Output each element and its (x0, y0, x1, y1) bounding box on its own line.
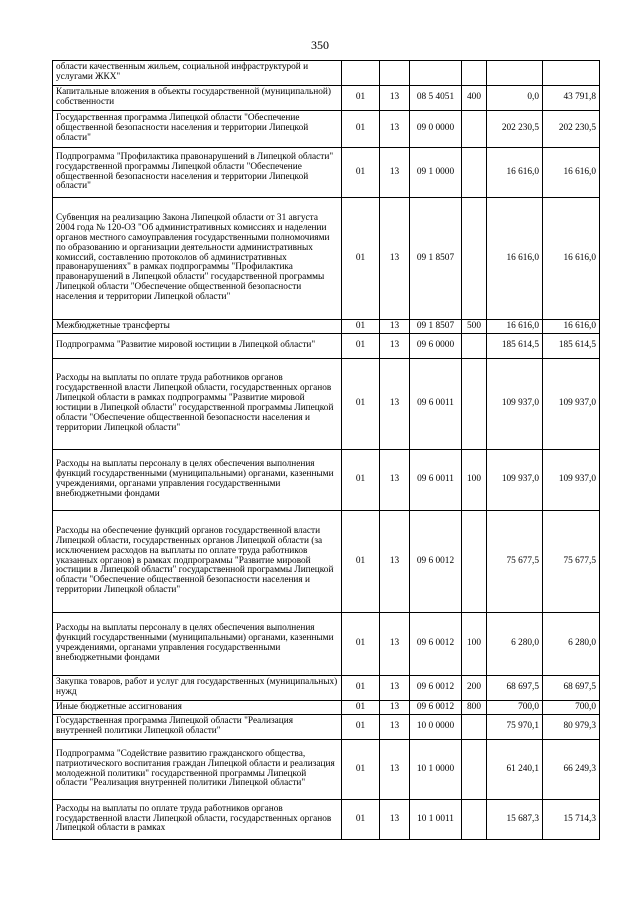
row-value-2015: 75 970,1 (487, 715, 543, 740)
row-value-2016: 6 280,0 (543, 613, 600, 676)
row-name: области качественным жильем, социальной инфраструктурой и услугами ЖКХ" (53, 61, 342, 86)
row-section: 01 (342, 511, 380, 613)
row-value-2016: 75 677,5 (543, 511, 600, 613)
row-name: Подпрограмма "Профилактика правонарушений в Липецкой области" государственной программы Липецкой области "Обеспечение общественной безопасности населения и территории Липецкой области" (53, 148, 342, 198)
row-subsection: 13 (380, 715, 410, 740)
row-value-2015: 700,0 (487, 701, 543, 715)
row-section: 01 (342, 450, 380, 511)
row-value-2016: 700,0 (543, 701, 600, 715)
row-section: 01 (342, 740, 380, 800)
table-row (53, 320, 600, 334)
row-name: Расходы на обеспечение функций органов государственной власти Липецкой области, государственных органов Липецкой области (за исключением расходов на выплаты по оплате труда работников указанных органов) в рамках подпрограммы "Развитие мировой юстиции в Липецкой области" государственной программы Липецкой области "Обеспечение общественной безопасности населения и территории Липецкой области" (53, 511, 342, 613)
row-subsection: 13 (380, 511, 410, 613)
row-subsection: 13 (380, 198, 410, 320)
row-name: Подпрограмма "Развитие мировой юстиции в Липецкой области" (53, 334, 342, 359)
row-article: 09 1 8507 (410, 320, 462, 334)
row-value-2015: 16 616,0 (487, 198, 543, 320)
table-row (53, 61, 600, 86)
row-expense-type (462, 359, 487, 450)
table-row (53, 86, 600, 111)
row-section: 01 (342, 800, 380, 840)
row-section: 01 (342, 715, 380, 740)
row-expense-type (462, 800, 487, 840)
row-section (342, 61, 380, 86)
table-row (53, 800, 600, 840)
table-row (53, 676, 600, 701)
row-subsection: 13 (380, 800, 410, 840)
row-value-2016: 80 979,3 (543, 715, 600, 740)
row-value-2015: 16 616,0 (487, 148, 543, 198)
row-subsection: 13 (380, 676, 410, 701)
row-subsection: 13 (380, 320, 410, 334)
row-article: 09 6 0012 (410, 613, 462, 676)
row-subsection: 13 (380, 450, 410, 511)
row-expense-type: 200 (462, 676, 487, 701)
row-value-2015: 15 687,3 (487, 800, 543, 840)
row-value-2016: 43 791,8 (543, 86, 600, 111)
row-article: 09 1 8507 (410, 198, 462, 320)
table-row (53, 511, 600, 613)
row-value-2016: 109 937,0 (543, 450, 600, 511)
row-name: Расходы на выплаты по оплате труда работников органов государственной власти Липецкой области, государственных органов Липецкой области в рамках (53, 800, 342, 840)
row-name: Закупка товаров, работ и услуг для государственных (муниципальных) нужд (53, 676, 342, 701)
row-subsection: 13 (380, 111, 410, 148)
budget-table-body (53, 61, 600, 840)
row-section: 01 (342, 359, 380, 450)
row-name: Капитальные вложения в объекты государственной (муниципальной) собственности (53, 86, 342, 111)
row-article: 09 0 0000 (410, 111, 462, 148)
row-value-2016: 16 616,0 (543, 320, 600, 334)
row-subsection: 13 (380, 334, 410, 359)
row-expense-type (462, 148, 487, 198)
row-expense-type: 400 (462, 86, 487, 111)
table-row (53, 715, 600, 740)
row-subsection: 13 (380, 359, 410, 450)
row-name: Расходы на выплаты по оплате труда работников органов государственной власти Липецкой области, государственных органов Липецкой области в рамках подпрограммы "Развитие мировой юстиции в Липецкой области" государственной программы Липецкой области "Обеспечение общественной безопасности населения и территории Липецкой области" (53, 359, 342, 450)
row-section: 01 (342, 320, 380, 334)
row-expense-type (462, 511, 487, 613)
table-row (53, 148, 600, 198)
row-value-2016: 16 616,0 (543, 198, 600, 320)
row-subsection (380, 61, 410, 86)
row-section: 01 (342, 86, 380, 111)
table-row (53, 613, 600, 676)
row-name: Расходы на выплаты персоналу в целях обеспечения выполнения функций государственными (муниципальными) органами, казенными учреждениями, органами управления государственными внебюджетными фондами (53, 450, 342, 511)
row-value-2015: 6 280,0 (487, 613, 543, 676)
row-expense-type: 100 (462, 613, 487, 676)
row-expense-type (462, 740, 487, 800)
row-article: 09 6 0011 (410, 450, 462, 511)
row-expense-type (462, 334, 487, 359)
row-value-2015: 75 677,5 (487, 511, 543, 613)
row-value-2015: 68 697,5 (487, 676, 543, 701)
row-article: 10 1 0000 (410, 740, 462, 800)
row-article: 10 0 0000 (410, 715, 462, 740)
row-name: Расходы на выплаты персоналу в целях обеспечения выполнения функций государственными (муниципальными) органами, казенными учреждениями, органами управления государственными внебюджетными фондами (53, 613, 342, 676)
row-value-2016: 15 714,3 (543, 800, 600, 840)
table-row (53, 334, 600, 359)
row-value-2015: 109 937,0 (487, 359, 543, 450)
row-section: 01 (342, 676, 380, 701)
row-name: Субвенция на реализацию Закона Липецкой области от 31 августа 2004 года № 120-ОЗ "Об административных комиссиях и наделении органов местного самоуправления государственными полномочиями по образованию и организации деятельности административных комиссий, составлению протоколов об административных правонарушениях" в рамках подпрограммы "Профилактика правонарушений в Липецкой области" государственной программы Липецкой области "Обеспечение общественной безопасности населения и территории Липецкой области" (53, 198, 342, 320)
row-expense-type: 500 (462, 320, 487, 334)
row-value-2016: 16 616,0 (543, 148, 600, 198)
table-row (53, 359, 600, 450)
row-name: Государственная программа Липецкой области "Обеспечение общественной безопасности населения и территории Липецкой области" (53, 111, 342, 148)
row-value-2016: 185 614,5 (543, 334, 600, 359)
row-article: 10 1 0011 (410, 800, 462, 840)
row-value-2015: 109 937,0 (487, 450, 543, 511)
row-value-2015: 185 614,5 (487, 334, 543, 359)
row-value-2016: 66 249,3 (543, 740, 600, 800)
row-section: 01 (342, 701, 380, 715)
row-article (410, 61, 462, 86)
table-row (53, 450, 600, 511)
row-value-2016: 202 230,5 (543, 111, 600, 148)
page-number: 350 (311, 38, 329, 52)
table-row (53, 111, 600, 148)
row-expense-type (462, 111, 487, 148)
row-article: 09 6 0012 (410, 511, 462, 613)
row-expense-type (462, 715, 487, 740)
row-subsection: 13 (380, 613, 410, 676)
row-value-2015: 61 240,1 (487, 740, 543, 800)
row-subsection: 13 (380, 86, 410, 111)
row-expense-type: 100 (462, 450, 487, 511)
row-section: 01 (342, 198, 380, 320)
budget-table (52, 60, 600, 840)
table-row (53, 198, 600, 320)
row-expense-type: 800 (462, 701, 487, 715)
row-section: 01 (342, 334, 380, 359)
row-value-2015: 0,0 (487, 86, 543, 111)
row-expense-type (462, 61, 487, 86)
row-name: Межбюджетные трансферты (53, 320, 342, 334)
row-article: 08 5 4051 (410, 86, 462, 111)
row-value-2015 (487, 61, 543, 86)
row-article: 09 6 0012 (410, 701, 462, 715)
row-article: 09 6 0011 (410, 359, 462, 450)
row-section: 01 (342, 111, 380, 148)
row-article: 09 6 0000 (410, 334, 462, 359)
row-article: 09 6 0012 (410, 676, 462, 701)
row-value-2015: 16 616,0 (487, 320, 543, 334)
row-expense-type (462, 198, 487, 320)
row-subsection: 13 (380, 740, 410, 800)
row-value-2016 (543, 61, 600, 86)
row-name: Подпрограмма "Содействие развитию гражданского общества, патриотического воспитания граждан Липецкой области и реализация молодежной политики" государственной программы Липецкой области "Реализация внутренней политики Липецкой области" (53, 740, 342, 800)
row-subsection: 13 (380, 701, 410, 715)
row-value-2016: 68 697,5 (543, 676, 600, 701)
row-section: 01 (342, 613, 380, 676)
row-subsection: 13 (380, 148, 410, 198)
row-article: 09 1 0000 (410, 148, 462, 198)
table-row (53, 701, 600, 715)
table-row (53, 740, 600, 800)
row-name: Государственная программа Липецкой области "Реализация внутренней политики Липецкой области" (53, 715, 342, 740)
row-section: 01 (342, 148, 380, 198)
row-name: Иные бюджетные ассигнования (53, 701, 342, 715)
row-value-2016: 109 937,0 (543, 359, 600, 450)
row-value-2015: 202 230,5 (487, 111, 543, 148)
